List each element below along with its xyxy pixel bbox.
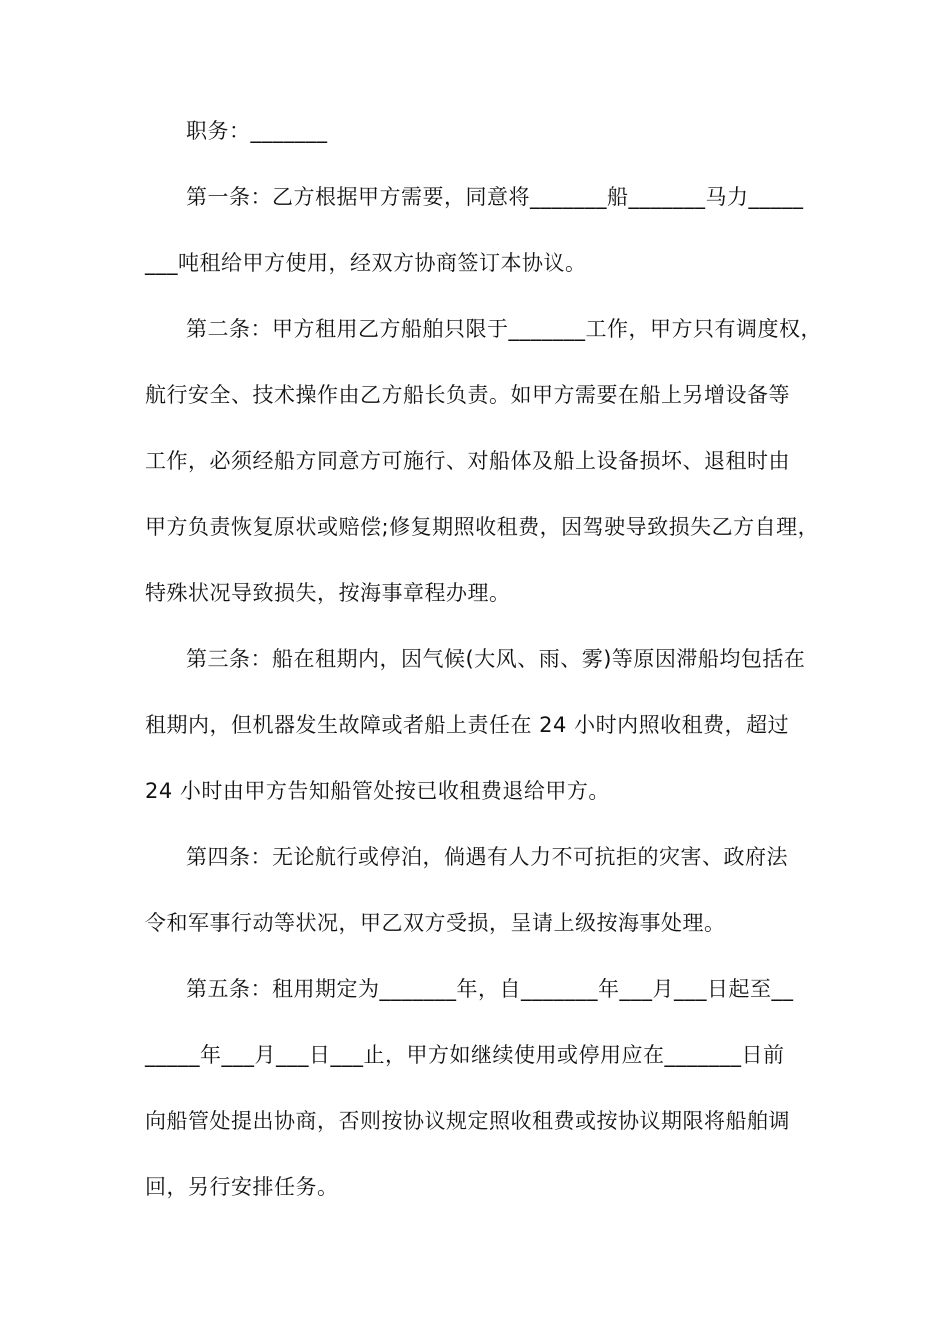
article-5-line-3: 向船管处提出协商，否则按协议规定照收租费或按协议期限将船舶调 [145, 1109, 790, 1133]
article-2-line-2: 航行安全、技术操作由乙方船长负责。如甲方需要在船上另增设备等 [145, 383, 790, 407]
article-2-line-5: 特殊状况导致损失，按海事章程办理。 [145, 581, 511, 605]
article-4-line-1: 第四条：无论航行或停泊，倘遇有人力不可抗拒的灾害、政府法 [186, 845, 788, 869]
article-2-line-1: 第二条：甲方租用乙方船舶只限于_______工作，甲方只有调度权， [186, 317, 822, 341]
article-1-line-1: 第一条：乙方根据甲方需要，同意将_______船_______马力_____ [186, 185, 804, 209]
article-2-line-4: 甲方负责恢复原状或赔偿;修复期照收租费，因驾驶导致损失乙方自理， [145, 515, 820, 539]
article-2-line-3: 工作，必须经船方同意方可施行、对船体及船上设备损坏、退租时由 [145, 449, 790, 473]
article-5-line-4: 回，另行安排任务。 [145, 1175, 339, 1199]
article-3-line-3: 24 小时由甲方告知船管处按已收租费退给甲方。 [145, 779, 610, 803]
article-5-line-2: _____年___月___日___止，甲方如继续使用或停用应在_______日前 [145, 1043, 785, 1067]
article-3-line-1: 第三条：船在租期内，因气候(大风、雨、雾)等原因滞船均包括在 [186, 647, 806, 671]
position-field-line: 职务：_______ [186, 119, 328, 143]
article-4-line-2: 令和军事行动等状况，甲乙双方受损，呈请上级按海事处理。 [145, 911, 726, 935]
article-1-line-2: ___吨租给甲方使用，经双方协商签订本协议。 [145, 251, 587, 275]
article-3-line-2: 租期内，但机器发生故障或者船上责任在 24 小时内照收租费，超过 [145, 713, 790, 737]
article-5-line-1: 第五条：租用期定为_______年，自_______年___月___日起至__ [186, 977, 794, 1001]
